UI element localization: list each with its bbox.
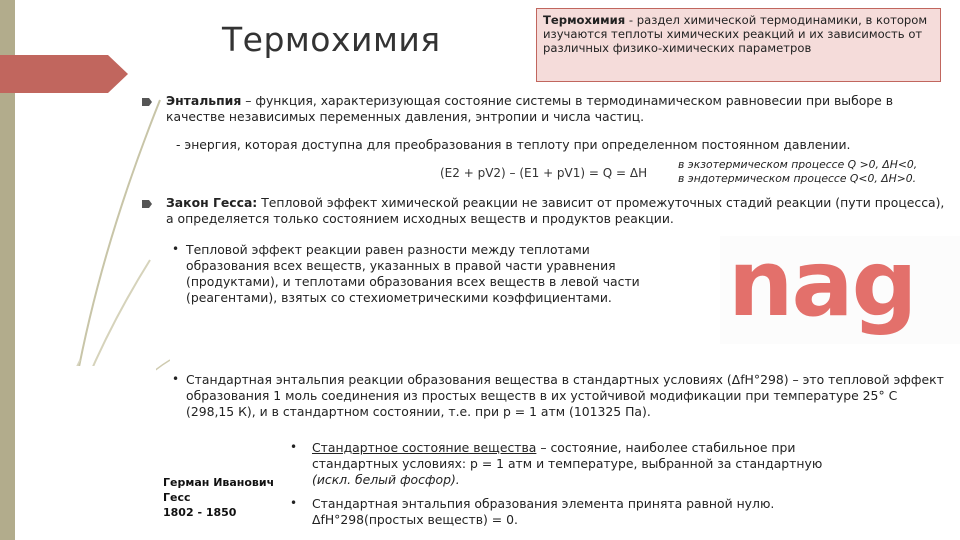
caption-name1: Герман Иванович bbox=[163, 476, 275, 489]
bullet-dot: • bbox=[290, 496, 298, 510]
standard-state-text: – состояние, наиболее стабильное при стандартных условиях: p = 1 атм и температуре, выбранной за стандартную bbox=[312, 440, 823, 471]
portrait-image bbox=[16, 366, 156, 540]
hess-paragraph bbox=[166, 195, 946, 227]
exothermic-note: в экзотермическом процессе Q >0, ΔH<0, bbox=[678, 158, 918, 171]
nag-logo-text: nag bbox=[728, 230, 916, 337]
standard-state-term: Стандартное состояние вещества bbox=[312, 440, 537, 455]
bullet-dot: • bbox=[290, 440, 298, 454]
bullet-dot: • bbox=[172, 372, 180, 386]
enthalpy-paragraph bbox=[166, 93, 951, 125]
standard-state-example: (искл. белый фосфор). bbox=[312, 472, 460, 487]
blank-region bbox=[178, 312, 718, 358]
standard-state-paragraph bbox=[312, 440, 847, 488]
page-title: Термохимия bbox=[222, 20, 441, 59]
title-arrow-icon bbox=[0, 55, 128, 93]
standard-enthalpy-paragraph: Стандартная энтальпия реакции образования вещества в стандартных условиях (ΔfH°298) – это тепловой эффект образования 1 моль соединения из простых веществ в их устойчивой модификации при температуре 25° С (298,15 К), и в стандартном состоянии, т.е. при p = 1 атм (101325 Па). bbox=[186, 372, 944, 419]
zero-enthalpy-paragraph bbox=[312, 496, 852, 528]
hess-text: Тепловой эффект химической реакции не зависит от промежуточных стадий реакции (пути процесса), а определяется только состоянием исходных веществ и продуктов реакции. bbox=[166, 195, 945, 226]
enthalpy-term: Энтальпия bbox=[166, 93, 242, 108]
portrait-caption bbox=[163, 475, 274, 520]
enthalpy-formula: (E2 + pV2) – (E1 + pV1) = Q = ΔH bbox=[440, 166, 648, 180]
energy-line: - энергия, которая доступна для преобразования в теплоту при определенном постоянном давлении. bbox=[176, 137, 851, 152]
enthalpy-text: – функция, характеризующая состояние системы в термодинамическом равновесии при выборе в качестве независимых переменных давления, энтропии и числа частиц. bbox=[166, 93, 894, 124]
bullet-arrow-icon bbox=[142, 200, 152, 208]
bullet-dot: • bbox=[172, 242, 180, 256]
definition-text: - раздел химической термодинамики, в котором изучаются теплоты химических реакций и их зависимость от различных физико-химических параметров bbox=[543, 13, 928, 55]
caption-name2: Гесс bbox=[163, 491, 191, 504]
hess-term: Закон Гесса: bbox=[166, 195, 258, 210]
endothermic-note: в эндотермическом процессе Q<0, ΔH>0. bbox=[678, 172, 917, 185]
definition-term: Термохимия bbox=[543, 13, 626, 27]
caption-years: 1802 - 1850 bbox=[163, 506, 237, 519]
nag-logo bbox=[720, 230, 960, 344]
bullet-arrow-icon bbox=[142, 98, 152, 106]
zero-enthalpy-line2: ΔfH°298(простых веществ) = 0. bbox=[312, 512, 518, 527]
process-notes bbox=[678, 158, 948, 186]
definition-box bbox=[536, 8, 941, 82]
zero-enthalpy-line1: Стандартная энтальпия образования элемента принята равной нулю. bbox=[312, 496, 775, 511]
hess-point: Тепловой эффект реакции равен разности между теплотами образования всех веществ, указанных в правой части уравнения (продуктами), и теплотами образования всех веществ в левой части (реагентами), взятых со стехиометрическими коэффициентами. bbox=[186, 242, 640, 305]
